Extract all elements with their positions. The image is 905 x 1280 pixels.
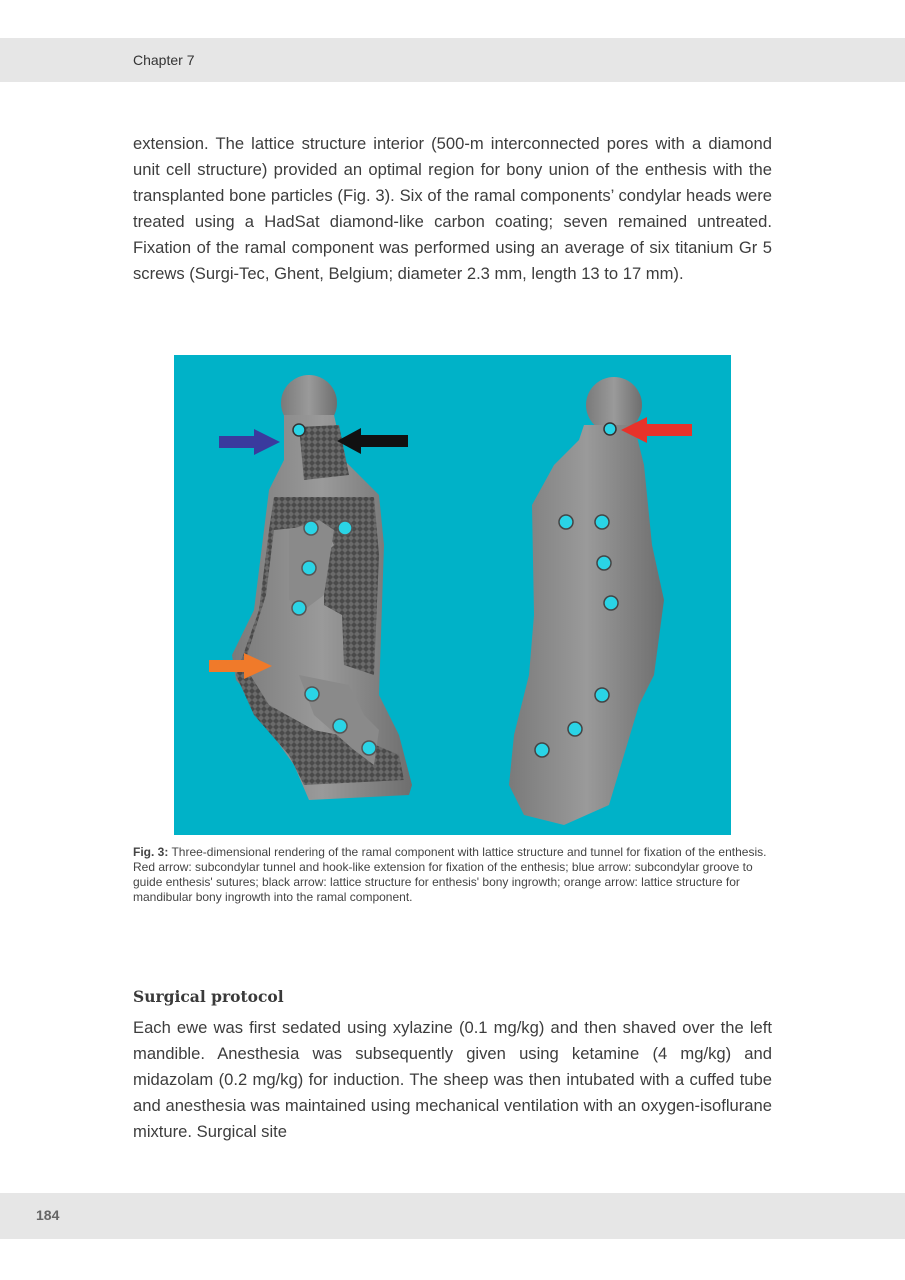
page-header [0,38,905,82]
page-footer [0,1193,905,1239]
figure-caption [133,845,772,905]
page-number: 184 [36,1207,60,1223]
body-paragraph-2: Each ewe was first sedated using xylazine (0.1 mg/kg) and then shaved over the left mandible. Anesthesia was subsequently given using ketamine (4 mg/kg) and midazolam (0.2 mg/kg) for induction. The sheep was then intubated with a cuffed tube and anesthesia was maintained using mechanical ventilation with an oxygen-isoflurane mixture. Surgical site [133,1018,772,1141]
section-heading: Surgical protocol [133,987,284,1006]
implant-rendering [174,355,731,835]
body-paragraph-1: extension. The lattice structure interior (500-m interconnected pores with a diamond unit cell structure) provided an optimal region for bony union of the enthesis with the transplanted bone particles (Fig. 3). Six of the ramal components’ condylar heads were treated using a HadSat diamond-like carbon coating; seven remained untreated. Fixation of the ramal component was performed using an average of six titanium Gr 5 screws (Surgi-Tec, Ghent, Belgium; diameter 2.3 mm, length 13 to 17 mm). [133,134,772,283]
caption-text: Three-dimensional rendering of the ramal component with lattice structure and tunnel for fixation of the enthesis. Red arrow: subcondylar tunnel and hook-like extension for fixation of the enthesis; blue arrow: subcondylar groove to guide enthesis' sutures; black arrow: lattice structure for enthesis' bony ingrowth; orange arrow: lattice structure for mandibular bony ingrowth into the ramal component. [133,845,767,904]
caption-label: Fig. 3: [133,845,169,859]
chapter-label: Chapter 7 [133,52,195,68]
figure-3-image [174,355,731,835]
